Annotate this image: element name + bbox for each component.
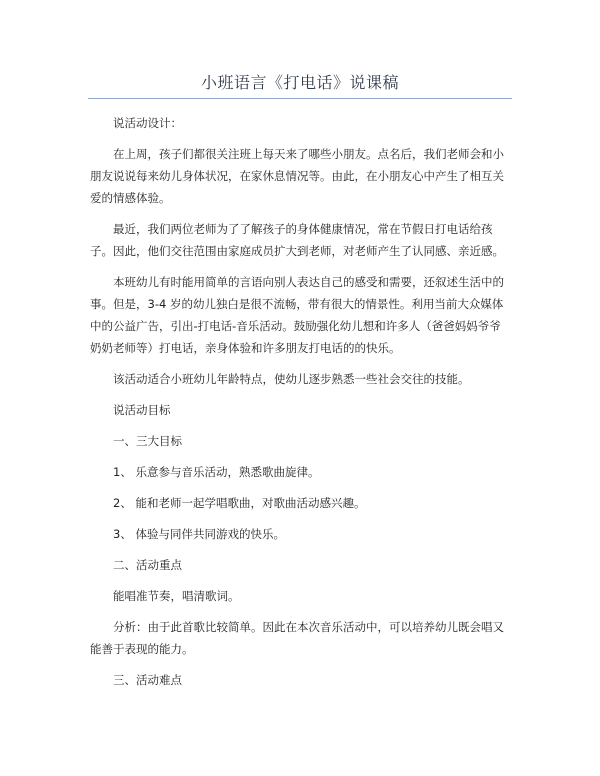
paragraph: 最近，我们两位老师为了了解孩子的身体健康情况，常在节假日打电话给孩子。因此，他们交往范围由家庭成员扩大到老师，对老师产生了认同感、亲近感。 — [90, 222, 504, 258]
subheading-key-point: 二、活动重点 — [113, 558, 182, 572]
goal-item-1: 1、 乐意参与音乐活动，熟悉歌曲旋律。 — [113, 465, 320, 479]
title-underline — [88, 98, 512, 99]
paragraph: 在上周，孩子们都很关注班上每天来了哪些小朋友。点名后，我们老师会和小朋友说说每来幼儿身体状况，在家休息情况等。由此，在小朋友心中产生了相互关爱的情感体验。 — [90, 147, 504, 205]
subheading-three-goals: 一、三大目标 — [113, 434, 182, 448]
goal-item-3: 3、 体验与同伴共同游戏的快乐。 — [113, 527, 285, 541]
paragraph: 能唱准节奏，唱清歌词。 — [113, 589, 240, 603]
section-heading-goals: 说活动目标 — [113, 403, 171, 417]
document-title: 小班语言《打电话》说课稿 — [200, 73, 399, 92]
paragraph-analysis: 分析：由于此首歌比较简单。因此在本次音乐活动中，可以培养幼儿既会唱又能善于表现的能力。 — [90, 620, 504, 656]
section-heading-design: 说活动设计： — [113, 116, 182, 130]
document-body — [90, 112, 510, 700]
goal-item-2: 2、 能和老师一起学唱歌曲，对歌曲活动感兴趣。 — [113, 496, 366, 510]
paragraph: 该活动适合小班幼儿年龄特点，使幼儿逐步熟悉一些社会交往的技能。 — [113, 372, 470, 386]
subheading-difficulty: 三、活动难点 — [113, 673, 182, 687]
paragraph: 本班幼儿有时能用简单的言语向别人表达自己的感受和需要，还叙述生活中的事。但是，3-4 岁的幼儿独白是很不流畅，带有很大的情景性。利用当前大众媒体中的公益广告，引出-打电话-音乐活动。鼓励强化幼儿想和许多人（爸爸妈妈爷爷奶奶老师等）打电话，亲身体验和许多朋友打电话的的快乐。 — [90, 275, 504, 355]
